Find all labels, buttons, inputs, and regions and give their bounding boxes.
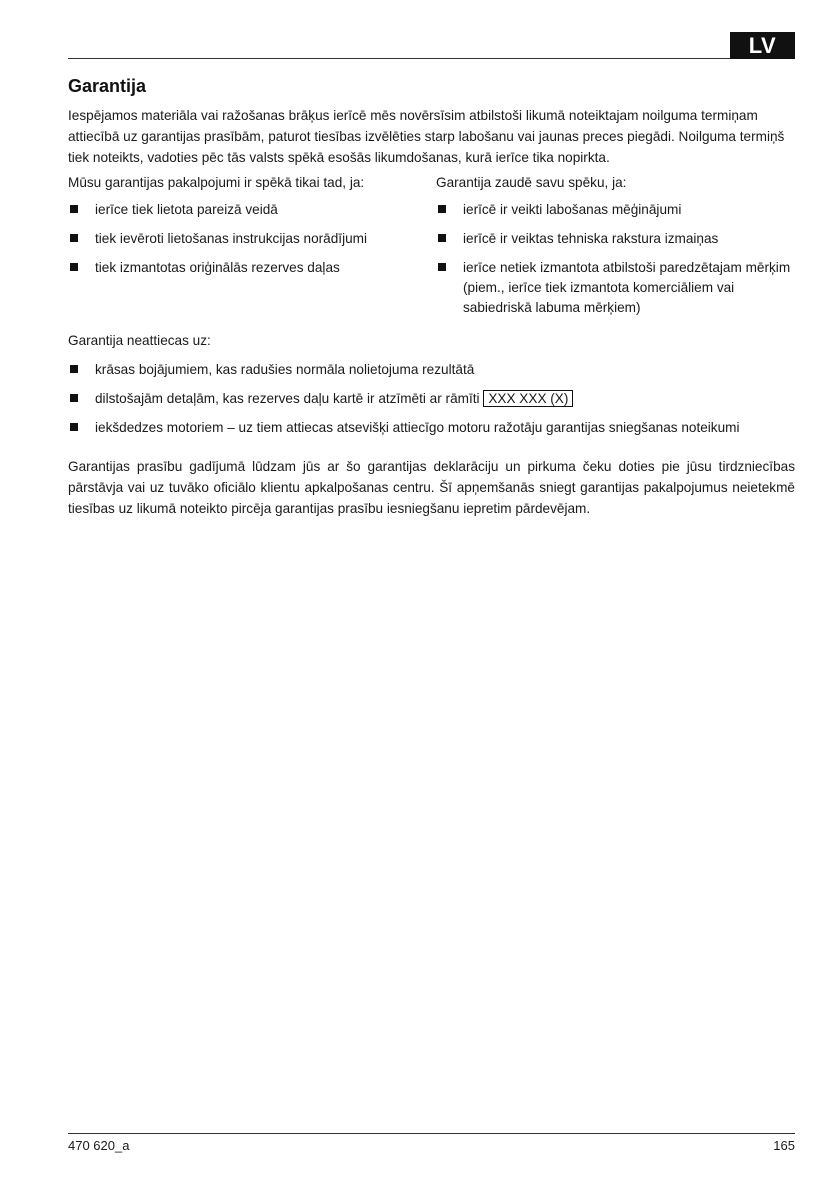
page-content [68,76,795,519]
void-column [436,172,795,327]
list-item: ierīce tiek lietota pareizā veidā [68,200,436,220]
page-number: 165 [773,1138,795,1153]
language-tab: LV [730,32,795,59]
void-heading: Garantija zaudē savu spēku, ja: [436,175,627,190]
page-title: Garantija [68,76,147,96]
closing-paragraph: Garantijas prasību gadījumā lūdzam jūs ar šo garantijas deklarāciju un pirkuma čeku doties pie jūsu tirdzniecības pārstāvja vai uz tuvāko oficiālo klientu apkalpošanas centru. Šī apņemšanās sniegt garantijas pakalpojumus neietekmē tiesības uz likumā noteikto pircēja garantijas prasību iesniegšanu iepretim pārdevējam. [68,459,795,516]
list-item: krāsas bojājumiem, kas radušies normāla nolietojuma rezultātā [68,360,795,380]
conditions-columns [68,172,795,327]
exclusion-text: dilstošajām detaļām, kas rezerves daļu kartē ir atzīmēti ar rāmīti [95,391,480,406]
list-item: ierīcē ir veikti labošanas mēģinājumi [436,200,795,220]
header-rule [68,58,730,59]
part-number-box: XXX XXX (X) [483,390,573,407]
conditions-list [68,200,436,278]
exclusions-list [68,360,795,438]
list-item: tiek izmantotas oriģinālās rezerves daļas [68,258,436,278]
list-item: tiek ievēroti lietošanas instrukcijas norādījumi [68,229,436,249]
exclusions-heading: Garantija neattiecas uz: [68,333,211,348]
list-item: ierīcē ir veiktas tehniska rakstura izmaiņas [436,229,795,249]
conditions-column [68,172,436,327]
intro-paragraph: Iespējamos materiāla vai ražošanas brāķus ierīcē mēs novērsīsim atbilstoši likumā noteiktajam noilguma termiņam attiecībā uz garantijas prasībām, paturot tiesības izvēlēties starp labošanu vai jaunas preces piegādi. Noilguma termiņš tiek noteikts, vadoties pēc tās valsts spēkā esošās likumdošanas, kurā ierīce tika nopirkta. [68,108,785,165]
void-list [436,200,795,318]
document-id: 470 620_a [68,1138,130,1153]
conditions-heading: Mūsu garantijas pakalpojumi ir spēkā tikai tad, ja: [68,175,365,190]
list-item: iekšdedzes motoriem – uz tiem attiecas atsevišķi attiecīgo motoru ražotāju garantijas sniegšanas noteikumi [68,418,795,438]
footer-rule [68,1133,795,1134]
list-item [68,389,795,409]
list-item: ierīce netiek izmantota atbilstoši paredzētajam mērķim (piem., ierīce tiek izmantota komerciāliem vai sabiedriskā labuma mērķiem) [436,258,795,318]
